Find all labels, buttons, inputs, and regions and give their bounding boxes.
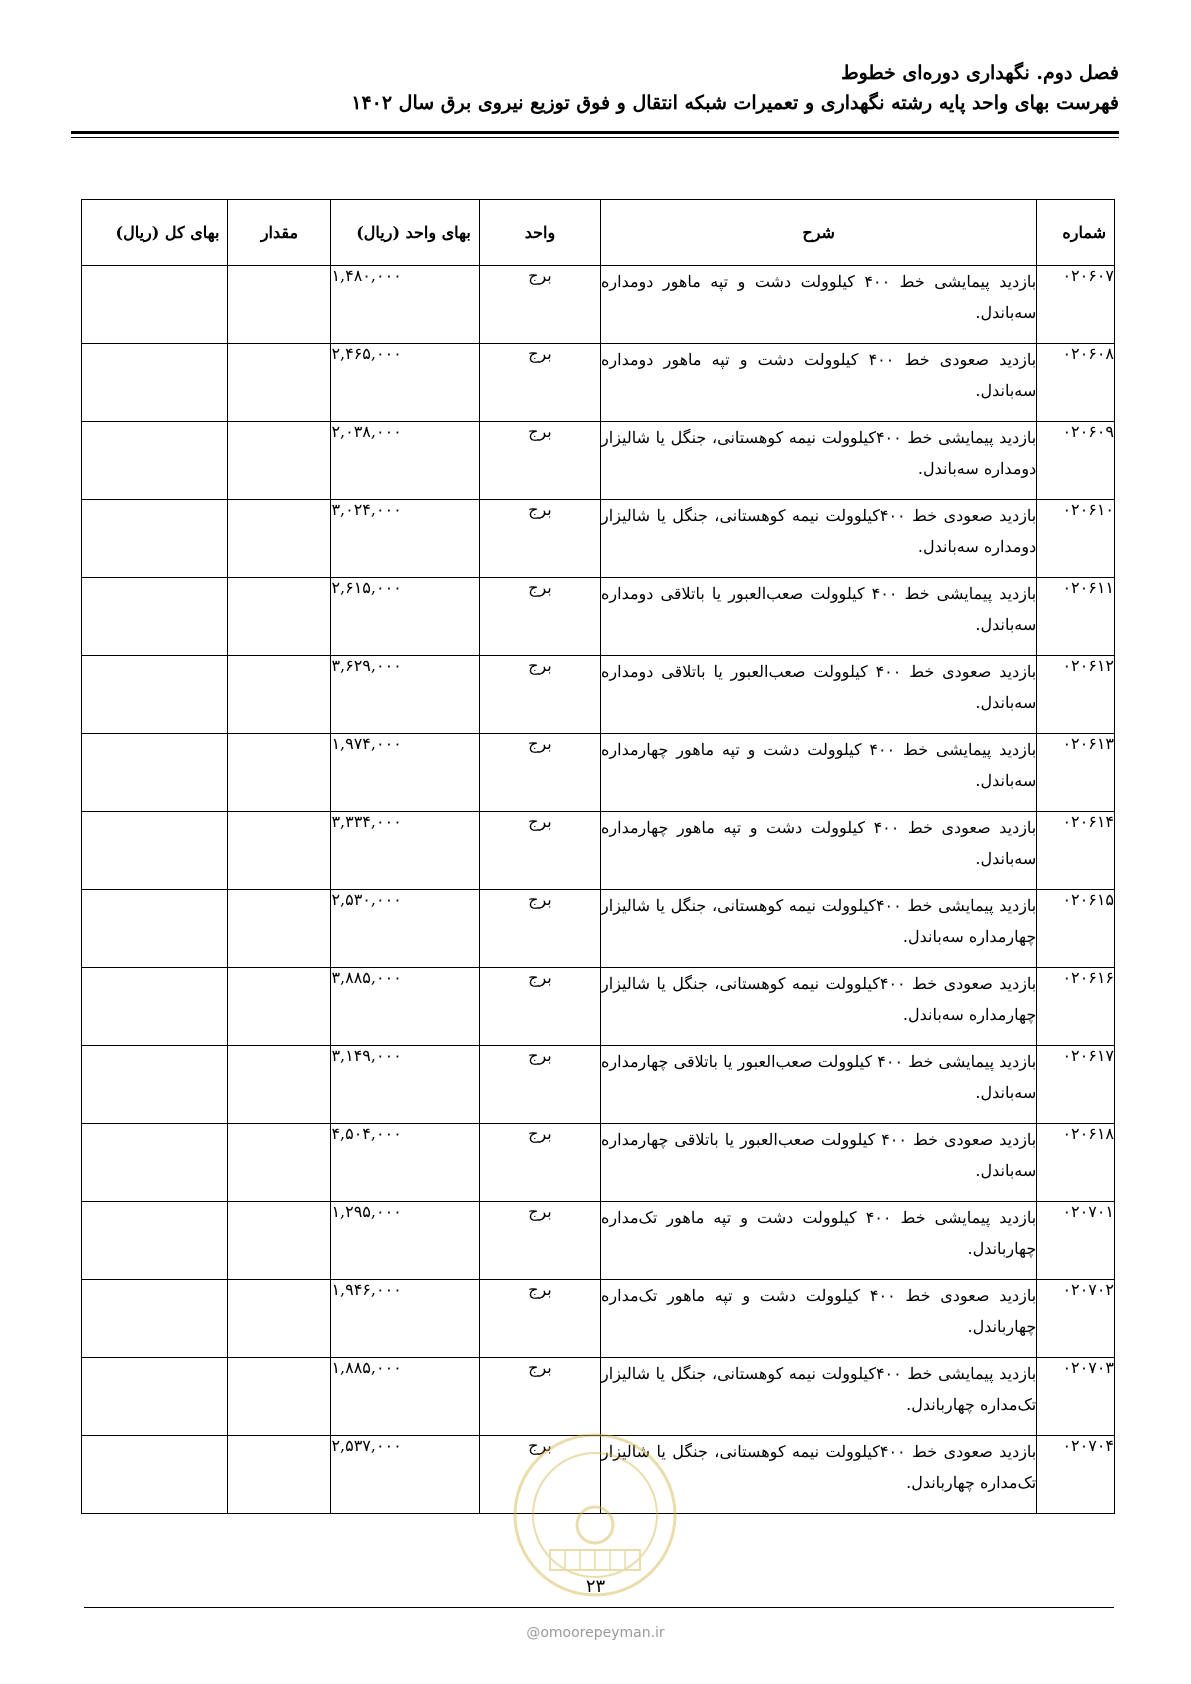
row-unit-price: ۱,۴۸۰,۰۰۰ xyxy=(331,266,479,344)
row-total-price xyxy=(82,500,228,578)
row-number: ۰۲۰۶۱۶ xyxy=(1037,968,1115,1046)
row-description: بازدید صعودی خط ۴۰۰ کیلوولت صعب‌العبور یا باتلاقی چهارمداره سه‌باندل. xyxy=(601,1124,1037,1202)
row-number: ۰۲۰۶۰۷ xyxy=(1037,266,1115,344)
row-unit-price: ۱,۹۴۶,۰۰۰ xyxy=(331,1280,479,1358)
table-row xyxy=(82,422,1115,500)
row-total-price xyxy=(82,968,228,1046)
table-row xyxy=(82,500,1115,578)
row-unit: برج xyxy=(479,344,600,422)
header-quantity: مقدار xyxy=(228,200,331,266)
row-unit: برج xyxy=(479,578,600,656)
table-row xyxy=(82,1358,1115,1436)
row-description: بازدید صعودی خط ۴۰۰ کیلوولت دشت و تپه ماهور چهارمداره سه‌باندل. xyxy=(601,812,1037,890)
row-quantity xyxy=(228,266,331,344)
row-total-price xyxy=(82,890,228,968)
row-description: بازدید صعودی خط ۴۰۰کیلوولت نیمه کوهستانی، جنگل یا شالیزار تک‌مداره چهارباندل. xyxy=(601,1436,1037,1514)
row-quantity xyxy=(228,1358,331,1436)
header-unit: واحد xyxy=(479,200,600,266)
row-quantity xyxy=(228,500,331,578)
table-row xyxy=(82,1046,1115,1124)
header-number: شماره xyxy=(1037,200,1115,266)
row-quantity xyxy=(228,422,331,500)
page-number: ۲۳ xyxy=(585,1576,606,1597)
header-total-price: بهای کل (ریال) xyxy=(82,200,228,266)
table-row xyxy=(82,1202,1115,1280)
watermark-url: @omoorepeyman.ir xyxy=(526,1625,665,1641)
header-unit-price: بهای واحد (ریال) xyxy=(331,200,479,266)
row-description: بازدید پیمایشی خط ۴۰۰ کیلوولت صعب‌العبور یا باتلاقی چهارمداره سه‌باندل. xyxy=(601,1046,1037,1124)
row-unit: برج xyxy=(479,1280,600,1358)
row-unit-price: ۲,۵۳۷,۰۰۰ xyxy=(331,1436,479,1514)
row-total-price xyxy=(82,266,228,344)
row-unit-price: ۱,۹۷۴,۰۰۰ xyxy=(331,734,479,812)
row-description: بازدید پیمایشی خط ۴۰۰ کیلوولت دشت و تپه ماهور تک‌مداره چهارباندل. xyxy=(601,1202,1037,1280)
table-header-row xyxy=(82,200,1115,266)
row-total-price xyxy=(82,1202,228,1280)
row-number: ۰۲۰۷۰۱ xyxy=(1037,1202,1115,1280)
table-row xyxy=(82,968,1115,1046)
row-number: ۰۲۰۷۰۲ xyxy=(1037,1280,1115,1358)
header-rule-thin xyxy=(71,137,1119,138)
row-number: ۰۲۰۶۱۳ xyxy=(1037,734,1115,812)
row-unit: برج xyxy=(479,968,600,1046)
price-table xyxy=(81,199,1115,1514)
row-total-price xyxy=(82,1046,228,1124)
row-number: ۰۲۰۶۰۹ xyxy=(1037,422,1115,500)
row-total-price xyxy=(82,656,228,734)
row-number: ۰۲۰۷۰۴ xyxy=(1037,1436,1115,1514)
row-unit: برج xyxy=(479,1436,600,1514)
row-unit: برج xyxy=(479,266,600,344)
table-row xyxy=(82,812,1115,890)
row-unit-price: ۲,۰۳۸,۰۰۰ xyxy=(331,422,479,500)
table-row xyxy=(82,1124,1115,1202)
row-total-price xyxy=(82,422,228,500)
row-unit-price: ۳,۶۲۹,۰۰۰ xyxy=(331,656,479,734)
row-unit: برج xyxy=(479,812,600,890)
row-unit-price: ۳,۱۴۹,۰۰۰ xyxy=(331,1046,479,1124)
row-unit-price: ۴,۵۰۴,۰۰۰ xyxy=(331,1124,479,1202)
row-quantity xyxy=(228,1046,331,1124)
row-number: ۰۲۰۶۰۸ xyxy=(1037,344,1115,422)
row-unit-price: ۲,۶۱۵,۰۰۰ xyxy=(331,578,479,656)
row-description: بازدید پیمایشی خط ۴۰۰کیلوولت نیمه کوهستانی، جنگل یا شالیزار تک‌مداره چهارباندل. xyxy=(601,1358,1037,1436)
watermark-seal-icon xyxy=(510,1430,680,1600)
row-quantity xyxy=(228,656,331,734)
row-unit-price: ۲,۴۶۵,۰۰۰ xyxy=(331,344,479,422)
row-unit-price: ۱,۲۹۵,۰۰۰ xyxy=(331,1202,479,1280)
row-number: ۰۲۰۶۱۱ xyxy=(1037,578,1115,656)
row-unit: برج xyxy=(479,1358,600,1436)
row-total-price xyxy=(82,1358,228,1436)
table-row xyxy=(82,734,1115,812)
row-unit: برج xyxy=(479,656,600,734)
row-total-price xyxy=(82,578,228,656)
row-unit-price: ۳,۸۸۵,۰۰۰ xyxy=(331,968,479,1046)
row-unit-price: ۲,۵۳۰,۰۰۰ xyxy=(331,890,479,968)
footer-rule xyxy=(84,1607,1114,1608)
table-row xyxy=(82,656,1115,734)
row-number: ۰۲۰۶۱۵ xyxy=(1037,890,1115,968)
row-description: بازدید پیمایشی خط ۴۰۰ کیلوولت صعب‌العبور یا باتلاقی دومداره سه‌باندل. xyxy=(601,578,1037,656)
page-header xyxy=(71,58,1119,118)
row-unit-price: ۳,۰۲۴,۰۰۰ xyxy=(331,500,479,578)
row-total-price xyxy=(82,344,228,422)
row-unit: برج xyxy=(479,734,600,812)
row-unit-price: ۱,۸۸۵,۰۰۰ xyxy=(331,1358,479,1436)
row-description: بازدید صعودی خط ۴۰۰ کیلوولت صعب‌العبور یا باتلاقی دومداره سه‌باندل. xyxy=(601,656,1037,734)
row-quantity xyxy=(228,1124,331,1202)
header-rule-thick xyxy=(71,131,1119,134)
row-quantity xyxy=(228,968,331,1046)
row-description: بازدید صعودی خط ۴۰۰ کیلوولت دشت و تپه ماهور دومداره سه‌باندل. xyxy=(601,344,1037,422)
table-row xyxy=(82,890,1115,968)
row-description: بازدید صعودی خط ۴۰۰کیلوولت نیمه کوهستانی، جنگل یا شالیزار چهارمداره سه‌باندل. xyxy=(601,968,1037,1046)
row-total-price xyxy=(82,1280,228,1358)
row-description: بازدید صعودی خط ۴۰۰کیلوولت نیمه کوهستانی، جنگل یا شالیزار دومداره سه‌باندل. xyxy=(601,500,1037,578)
row-description: بازدید پیمایشی خط ۴۰۰ کیلوولت دشت و تپه ماهور دومداره سه‌باندل. xyxy=(601,266,1037,344)
table-row xyxy=(82,1280,1115,1358)
table-row xyxy=(82,344,1115,422)
row-description: بازدید پیمایشی خط ۴۰۰ کیلوولت دشت و تپه ماهور چهارمداره سه‌باندل. xyxy=(601,734,1037,812)
row-number: ۰۲۰۶۱۲ xyxy=(1037,656,1115,734)
row-quantity xyxy=(228,578,331,656)
row-number: ۰۲۰۶۱۸ xyxy=(1037,1124,1115,1202)
row-total-price xyxy=(82,1436,228,1514)
row-total-price xyxy=(82,812,228,890)
row-unit: برج xyxy=(479,1202,600,1280)
row-unit: برج xyxy=(479,422,600,500)
row-unit: برج xyxy=(479,1046,600,1124)
row-number: ۰۲۰۶۱۰ xyxy=(1037,500,1115,578)
row-unit: برج xyxy=(479,890,600,968)
row-unit: برج xyxy=(479,500,600,578)
row-number: ۰۲۰۷۰۳ xyxy=(1037,1358,1115,1436)
row-quantity xyxy=(228,812,331,890)
row-quantity xyxy=(228,1280,331,1358)
row-quantity xyxy=(228,734,331,812)
row-number: ۰۲۰۶۱۷ xyxy=(1037,1046,1115,1124)
row-total-price xyxy=(82,1124,228,1202)
row-description: بازدید پیمایشی خط ۴۰۰کیلوولت نیمه کوهستانی، جنگل یا شالیزار دومداره سه‌باندل. xyxy=(601,422,1037,500)
row-total-price xyxy=(82,734,228,812)
row-unit: برج xyxy=(479,1124,600,1202)
row-quantity xyxy=(228,1202,331,1280)
table-row xyxy=(82,578,1115,656)
row-quantity xyxy=(228,890,331,968)
document-title: فهرست بهای واحد پایه رشته نگهداری و تعمیرات شبکه انتقال و فوق توزیع نیروی برق سال ۱۴۰۲ xyxy=(351,92,1119,114)
table-row xyxy=(82,266,1115,344)
row-description: بازدید پیمایشی خط ۴۰۰کیلوولت نیمه کوهستانی، جنگل یا شالیزار چهارمداره سه‌باندل. xyxy=(601,890,1037,968)
row-number: ۰۲۰۶۱۴ xyxy=(1037,812,1115,890)
header-description: شرح xyxy=(601,200,1037,266)
row-quantity xyxy=(228,1436,331,1514)
chapter-title: فصل دوم. نگهداری دوره‌ای خطوط xyxy=(841,62,1119,84)
row-unit-price: ۳,۳۳۴,۰۰۰ xyxy=(331,812,479,890)
row-description: بازدید صعودی خط ۴۰۰ کیلوولت دشت و تپه ماهور تک‌مداره چهارباندل. xyxy=(601,1280,1037,1358)
row-quantity xyxy=(228,344,331,422)
